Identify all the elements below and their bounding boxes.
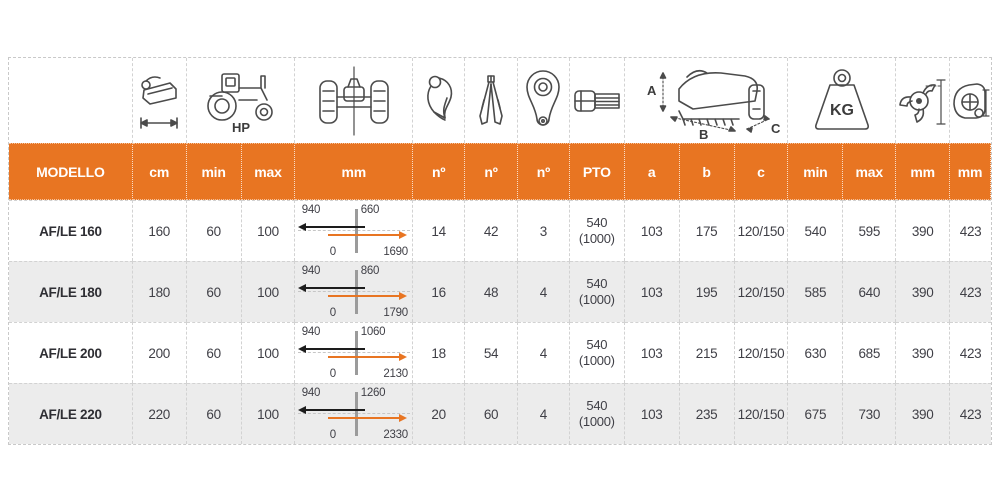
table-row [9, 200, 991, 261]
offset-diagram [298, 265, 410, 319]
cell-rotor-mm: 390 [896, 383, 950, 444]
offset-left-value: 940 [301, 326, 321, 338]
weight-kg-icon [788, 58, 896, 143]
cell-rotor-mm: 390 [896, 322, 950, 383]
model-name: AF/LE 180 [9, 261, 133, 322]
column-header-row [9, 143, 991, 200]
cell-kg-max: 685 [843, 322, 896, 383]
cell-rotor-mm: 390 [896, 200, 950, 261]
cell-hammers: 20 [413, 383, 465, 444]
table-row [9, 322, 991, 383]
col-header-hp-min: min [187, 143, 242, 200]
machine-dimensions-abc-icon [625, 58, 789, 143]
tractor-rear-offset-icon [295, 58, 413, 143]
left-offset-arrow [305, 287, 365, 289]
pto-speed-alt: (1000) [578, 231, 615, 246]
model-name: AF/LE 200 [9, 322, 133, 383]
col-header-rotor-mm: mm [896, 143, 950, 200]
diagram-center-line [355, 209, 358, 253]
cell-hp-min: 60 [187, 383, 242, 444]
cell-dim-c: 120/150 [735, 322, 789, 383]
tractor-hp-icon [187, 58, 296, 143]
cell-dim-b: 195 [680, 261, 735, 322]
hp-label: HP [231, 119, 250, 135]
offset-zero-value: 0 [329, 246, 336, 258]
cell-hp-min: 60 [187, 322, 242, 383]
offset-left-value: 940 [301, 387, 321, 399]
mower-width-icon [133, 58, 187, 143]
pto-speed: 540 [586, 215, 608, 231]
right-offset-arrow [328, 356, 400, 358]
rotor-housing-icon [950, 58, 991, 143]
offset-right-value: 660 [360, 204, 380, 216]
offset-diagram [298, 387, 410, 441]
flail-hammer-icon [413, 58, 465, 143]
offset-left-value: 940 [301, 204, 321, 216]
rotor-diameter-icon [896, 58, 950, 143]
diagram-axis-line [298, 352, 410, 353]
col-header-modello: MODELLO [9, 143, 133, 200]
cell-dim-c: 120/150 [735, 200, 789, 261]
spec-table [8, 57, 992, 445]
offset-zero-value: 0 [329, 429, 336, 441]
cell-hp-max: 100 [242, 383, 296, 444]
cell-blades: 42 [465, 200, 518, 261]
cell-cm: 160 [133, 200, 187, 261]
cell-dim-a: 103 [625, 322, 680, 383]
pto-speed-alt: (1000) [578, 353, 615, 368]
dim-c-label: C [771, 120, 781, 136]
dim-b-label: B [699, 126, 709, 139]
cell-offset-diagram [295, 322, 413, 383]
col-header-housing-mm: mm [950, 143, 991, 200]
pto-speed-alt: (1000) [578, 414, 615, 429]
cell-hp-min: 60 [187, 200, 242, 261]
cell-hammers: 16 [413, 261, 465, 322]
pto-speed-alt: (1000) [578, 292, 615, 307]
dim-a-label: A [647, 82, 657, 98]
cell-dim-a: 103 [625, 383, 680, 444]
right-offset-arrow [328, 417, 400, 419]
col-header-c: c [735, 143, 789, 200]
offset-zero-value: 0 [329, 307, 336, 319]
cell-offset-diagram [295, 383, 413, 444]
cell-kg-max: 595 [843, 200, 896, 261]
y-blade-icon [465, 58, 518, 143]
offset-total-value: 2330 [383, 429, 408, 441]
model-name: AF/LE 220 [9, 383, 133, 444]
cell-belts: 3 [518, 200, 570, 261]
cell-dim-c: 120/150 [735, 383, 789, 444]
diagram-center-line [355, 270, 358, 314]
cell-kg-min: 585 [788, 261, 843, 322]
cell-dim-a: 103 [625, 261, 680, 322]
offset-total-value: 1790 [383, 307, 408, 319]
offset-right-value: 860 [360, 265, 380, 277]
col-header-belts: nº [518, 143, 570, 200]
left-offset-arrow [305, 226, 365, 228]
col-header-mm: mm [295, 143, 413, 200]
cell-rotor-mm: 390 [896, 261, 950, 322]
offset-diagram [298, 326, 410, 380]
col-header-hp-max: max [242, 143, 296, 200]
left-offset-arrow [305, 348, 365, 350]
cell-dim-b: 235 [680, 383, 735, 444]
cell-belts: 4 [518, 322, 570, 383]
cell-pto [570, 261, 625, 322]
kg-label: KG [829, 101, 854, 119]
right-offset-arrow [328, 295, 400, 297]
col-header-cm: cm [133, 143, 187, 200]
cell-hp-max: 100 [242, 261, 296, 322]
cell-kg-max: 640 [843, 261, 896, 322]
cell-blades: 54 [465, 322, 518, 383]
cell-dim-c: 120/150 [735, 261, 789, 322]
cell-pto [570, 200, 625, 261]
cell-pto [570, 322, 625, 383]
cell-cm: 180 [133, 261, 187, 322]
icon-header-row [9, 58, 991, 143]
cell-housing-mm: 423 [950, 322, 991, 383]
offset-left-value: 940 [301, 265, 321, 277]
diagram-center-line [355, 392, 358, 436]
cell-cm: 200 [133, 322, 187, 383]
cell-kg-max: 730 [843, 383, 896, 444]
diagram-axis-line [298, 230, 410, 231]
left-offset-arrow [305, 409, 365, 411]
cell-cm: 220 [133, 383, 187, 444]
cell-blades: 60 [465, 383, 518, 444]
cell-dim-b: 215 [680, 322, 735, 383]
cell-kg-min: 540 [788, 200, 843, 261]
cell-kg-min: 630 [788, 322, 843, 383]
col-header-blades: nº [465, 143, 518, 200]
offset-right-value: 1260 [360, 387, 386, 399]
offset-zero-value: 0 [329, 368, 336, 380]
cell-hammers: 18 [413, 322, 465, 383]
col-header-pto: PTO [570, 143, 625, 200]
cell-offset-diagram [295, 200, 413, 261]
cell-offset-diagram [295, 261, 413, 322]
model-name: AF/LE 160 [9, 200, 133, 261]
cell-hp-min: 60 [187, 261, 242, 322]
offset-diagram [298, 204, 410, 258]
col-header-a: a [625, 143, 680, 200]
cell-blades: 48 [465, 261, 518, 322]
cell-housing-mm: 423 [950, 200, 991, 261]
offset-right-value: 1060 [360, 326, 386, 338]
cell-dim-a: 103 [625, 200, 680, 261]
col-header-hammers: nº [413, 143, 465, 200]
table-row [9, 383, 991, 444]
offset-total-value: 2130 [383, 368, 408, 380]
cell-housing-mm: 423 [950, 261, 991, 322]
cell-dim-b: 175 [680, 200, 735, 261]
model-icon-cell [9, 58, 133, 143]
col-header-kg-max: max [843, 143, 896, 200]
cell-belts: 4 [518, 261, 570, 322]
table-row [9, 261, 991, 322]
tensioner-link-icon [518, 58, 570, 143]
col-header-b: b [680, 143, 735, 200]
cell-pto [570, 383, 625, 444]
cell-hp-max: 100 [242, 200, 296, 261]
diagram-center-line [355, 331, 358, 375]
pto-shaft-icon [570, 58, 625, 143]
cell-housing-mm: 423 [950, 383, 991, 444]
diagram-axis-line [298, 291, 410, 292]
pto-speed: 540 [586, 398, 608, 414]
pto-speed: 540 [586, 276, 608, 292]
offset-total-value: 1690 [383, 246, 408, 258]
diagram-axis-line [298, 413, 410, 414]
col-header-kg-min: min [788, 143, 843, 200]
right-offset-arrow [328, 234, 400, 236]
cell-hammers: 14 [413, 200, 465, 261]
cell-belts: 4 [518, 383, 570, 444]
cell-kg-min: 675 [788, 383, 843, 444]
pto-speed: 540 [586, 337, 608, 353]
cell-hp-max: 100 [242, 322, 296, 383]
